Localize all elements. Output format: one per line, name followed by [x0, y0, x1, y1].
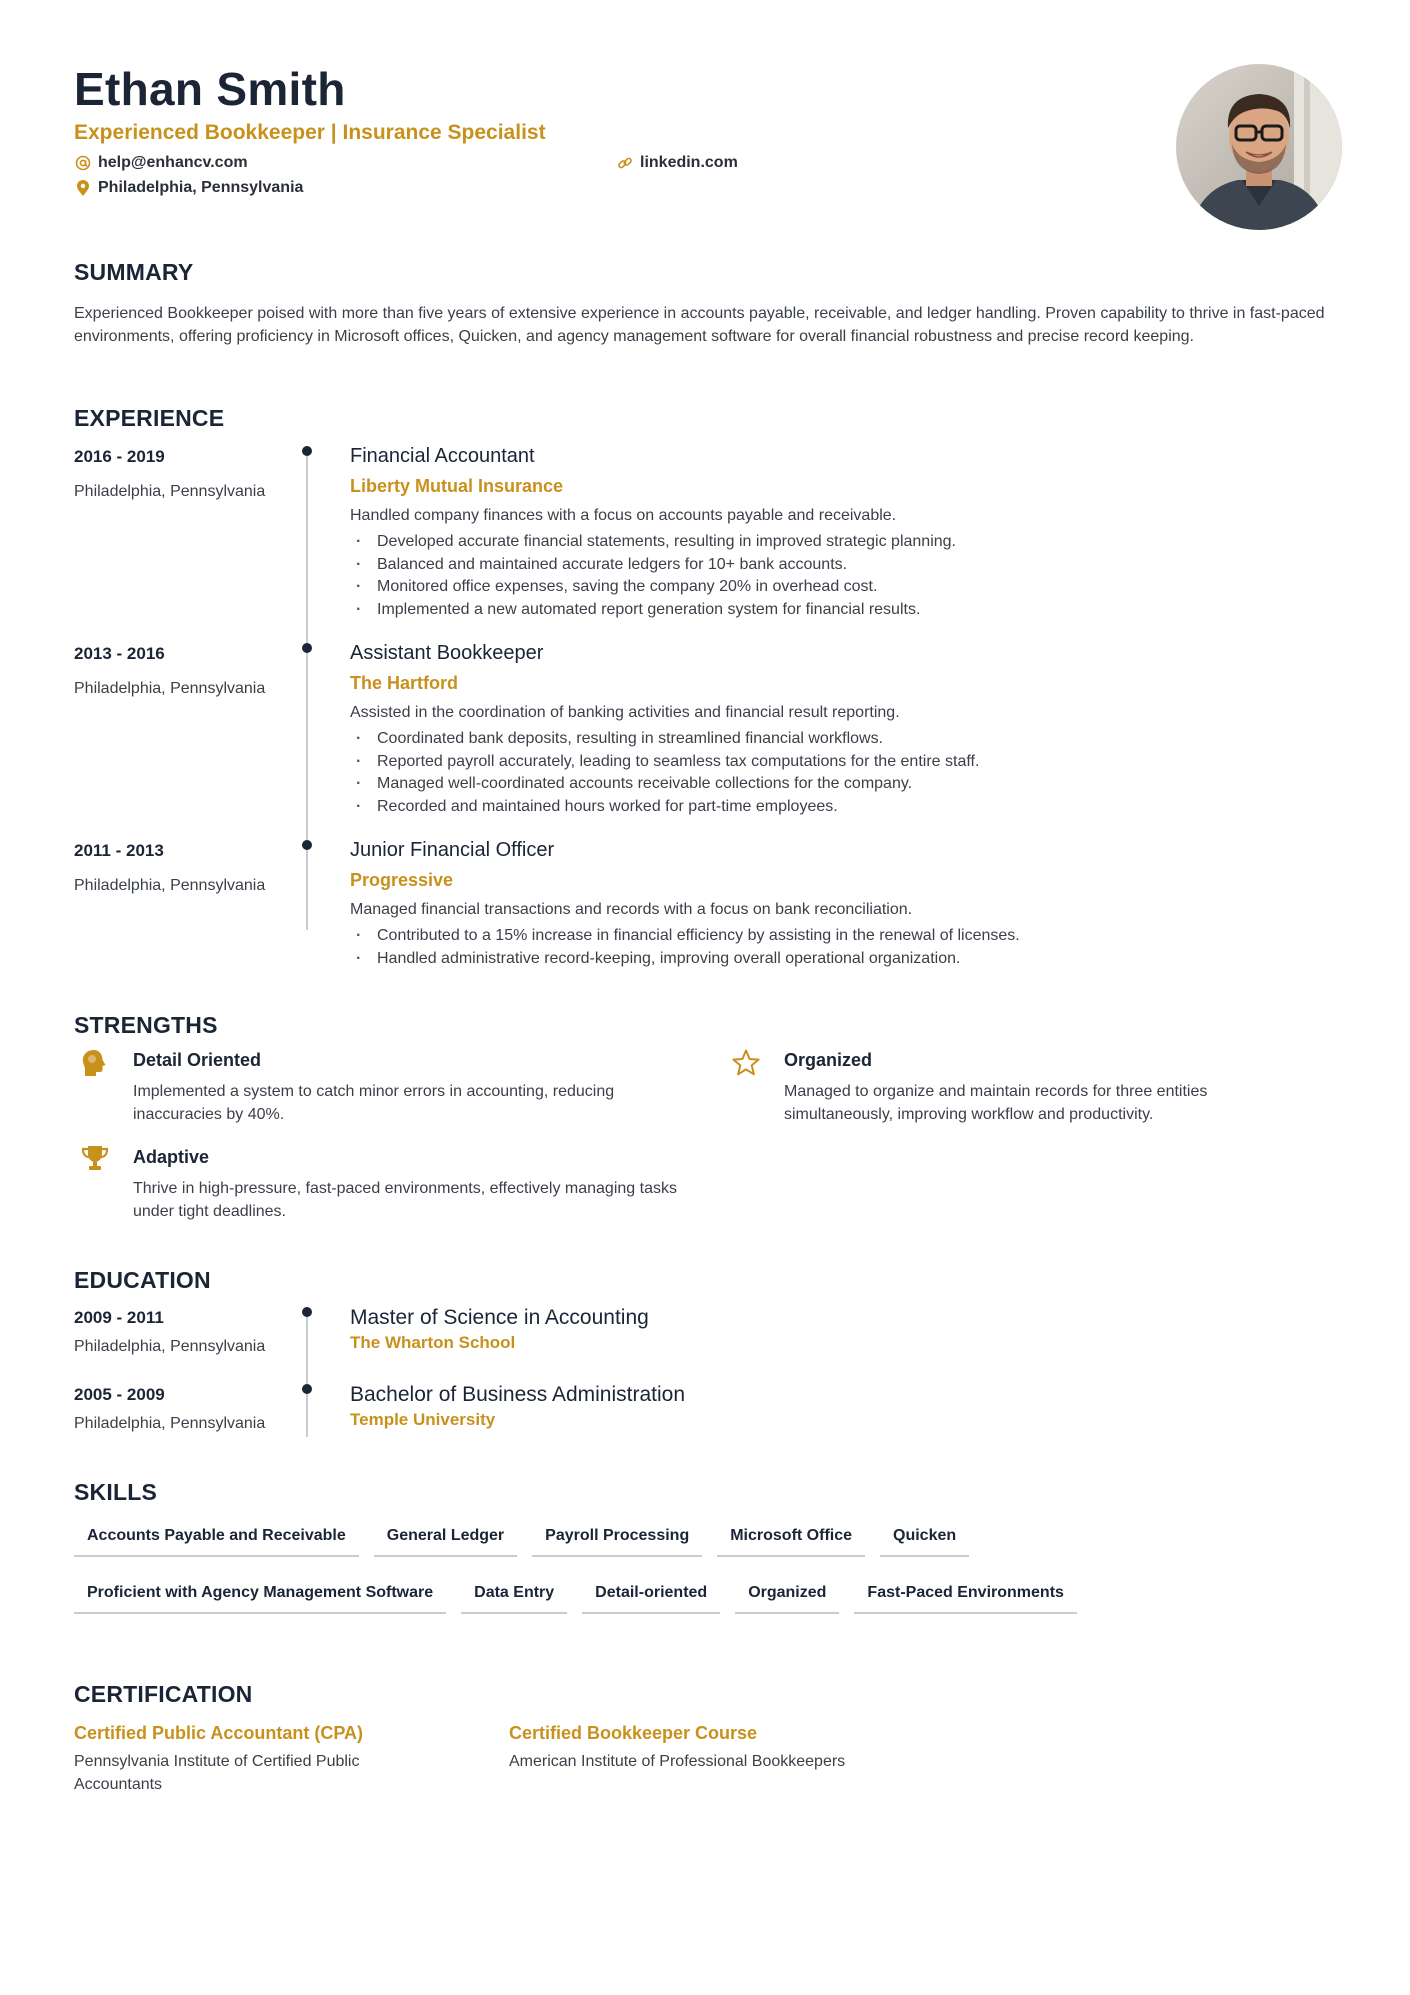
job-title: Junior Financial Officer	[350, 839, 555, 861]
timeline-dot	[302, 446, 312, 456]
achievement-item: · Handled administrative record-keeping, improving overall operational organization.	[350, 948, 1020, 971]
trophy-icon	[80, 1144, 110, 1174]
timeline-dot	[302, 1307, 312, 1317]
achievement-item: · Recorded and maintained hours worked for part-time employees.	[350, 796, 979, 819]
strength-description: Managed to organize and maintain records for three entities simultaneously, improving workflow and productivity.	[784, 1083, 1208, 1123]
skill-chip: General Ledger	[374, 1527, 517, 1557]
certification-organization: American Institute of Professional Bookkeepers	[509, 1753, 846, 1770]
skills-heading: SKILLS	[74, 1479, 157, 1505]
job-achievements	[350, 728, 979, 818]
achievement-item: · Implemented a new automated report generation system for financial results.	[350, 599, 956, 622]
degree-title: Bachelor of Business Administration	[350, 1383, 686, 1406]
strength-title: Adaptive	[133, 1147, 210, 1167]
skill-chip: Payroll Processing	[532, 1527, 702, 1557]
company-name: Progressive	[350, 870, 454, 890]
location-text: Philadelphia, Pennsylvania	[98, 179, 304, 196]
location-contact	[74, 179, 303, 197]
skill-chip: Detail-oriented	[582, 1584, 720, 1614]
job-description: Handled company finances with a focus on accounts payable and receivable.	[350, 507, 897, 524]
strength-description: Thrive in high-pressure, fast-paced environments, effectively managing tasks under tight deadlines.	[133, 1180, 677, 1220]
skills-row	[74, 1584, 1092, 1614]
certification-title: Certified Public Accountant (CPA)	[74, 1723, 364, 1743]
job-achievements	[350, 531, 956, 621]
certification-heading: CERTIFICATION	[74, 1681, 253, 1707]
strength-title: Organized	[784, 1050, 873, 1070]
achievement-item: · Developed accurate financial statements, resulting in improved strategic planning.	[350, 531, 956, 554]
education-dates: 2005 - 2009	[74, 1385, 165, 1404]
timeline-dot	[302, 840, 312, 850]
summary-text: Experienced Bookkeeper poised with more than five years of extensive experience in accounts payable, receivable, and ledger handling. Proven capability to thrive in fast-paced environments, offering proficiency in Microsoft offices, Quicken, and agency management software for overall financial robustness and precise record keeping.	[74, 305, 1325, 345]
skill-chip: Data Entry	[461, 1584, 567, 1614]
skill-chip: Fast-Paced Environments	[854, 1584, 1077, 1614]
star-icon	[731, 1048, 761, 1078]
job-dates: 2013 - 2016	[74, 644, 165, 663]
job-dates: 2016 - 2019	[74, 447, 165, 466]
strengths-heading: STRENGTHS	[74, 1012, 218, 1038]
experience-timeline	[306, 451, 308, 930]
education-timeline	[306, 1312, 308, 1437]
achievement-item: · Monitored office expenses, saving the company 20% in overhead cost.	[350, 576, 956, 599]
linkedin-text: linkedin.com	[640, 154, 738, 171]
experience-heading: EXPERIENCE	[74, 405, 225, 431]
education-heading: EDUCATION	[74, 1267, 211, 1293]
strength-description: Implemented a system to catch minor errors in accounting, reducing inaccuracies by 40%.	[133, 1083, 615, 1123]
skill-chip: Accounts Payable and Receivable	[74, 1527, 359, 1557]
head-icon	[80, 1048, 110, 1078]
education-dates: 2009 - 2011	[74, 1308, 164, 1327]
skill-chip: Proficient with Agency Management Software	[74, 1584, 446, 1614]
link-icon	[616, 154, 634, 172]
degree-title: Master of Science in Accounting	[350, 1306, 649, 1329]
linkedin-contact[interactable]	[616, 154, 738, 172]
achievement-item: · Balanced and maintained accurate ledgers for 10+ bank accounts.	[350, 554, 956, 577]
job-description: Assisted in the coordination of banking activities and financial result reporting.	[350, 704, 900, 721]
skill-chip: Microsoft Office	[717, 1527, 865, 1557]
company-name: Liberty Mutual Insurance	[350, 476, 564, 496]
education-location: Philadelphia, Pennsylvania	[74, 1338, 266, 1355]
certification-title: Certified Bookkeeper Course	[509, 1723, 758, 1743]
school-name: The Wharton School	[350, 1333, 516, 1352]
email-text: help@enhancv.com	[98, 154, 248, 171]
job-location: Philadelphia, Pennsylvania	[74, 680, 266, 697]
job-dates: 2011 - 2013	[74, 841, 164, 860]
job-title: Financial Accountant	[350, 445, 535, 467]
candidate-headline: Experienced Bookkeeper | Insurance Specialist	[74, 121, 546, 144]
email-contact[interactable]	[74, 154, 248, 172]
at-sign-icon	[74, 154, 92, 172]
certification-organization: Pennsylvania Institute of Certified Public Accountants	[74, 1753, 360, 1793]
job-location: Philadelphia, Pennsylvania	[74, 483, 266, 500]
job-description: Managed financial transactions and records with a focus on bank reconciliation.	[350, 901, 913, 918]
skill-chip: Organized	[735, 1584, 839, 1614]
achievement-item: · Contributed to a 15% increase in financial efficiency by assisting in the renewal of licenses.	[350, 925, 1020, 948]
school-name: Temple University	[350, 1410, 496, 1429]
map-pin-icon	[74, 179, 92, 197]
job-achievements	[350, 925, 1020, 970]
strength-title: Detail Oriented	[133, 1050, 262, 1070]
candidate-name: Ethan Smith	[74, 63, 346, 115]
achievement-item: · Reported payroll accurately, leading to seamless tax computations for the entire staff.	[350, 751, 979, 774]
profile-photo	[1176, 64, 1342, 230]
education-location: Philadelphia, Pennsylvania	[74, 1415, 266, 1432]
skill-chip: Quicken	[880, 1527, 969, 1557]
skills-row	[74, 1527, 984, 1557]
achievement-item: · Managed well-coordinated accounts receivable collections for the company.	[350, 773, 979, 796]
timeline-dot	[302, 1384, 312, 1394]
timeline-dot	[302, 643, 312, 653]
summary-heading: SUMMARY	[74, 259, 194, 285]
company-name: The Hartford	[350, 673, 458, 693]
achievement-item: · Coordinated bank deposits, resulting in streamlined financial workflows.	[350, 728, 979, 751]
job-location: Philadelphia, Pennsylvania	[74, 877, 266, 894]
job-title: Assistant Bookkeeper	[350, 642, 544, 664]
